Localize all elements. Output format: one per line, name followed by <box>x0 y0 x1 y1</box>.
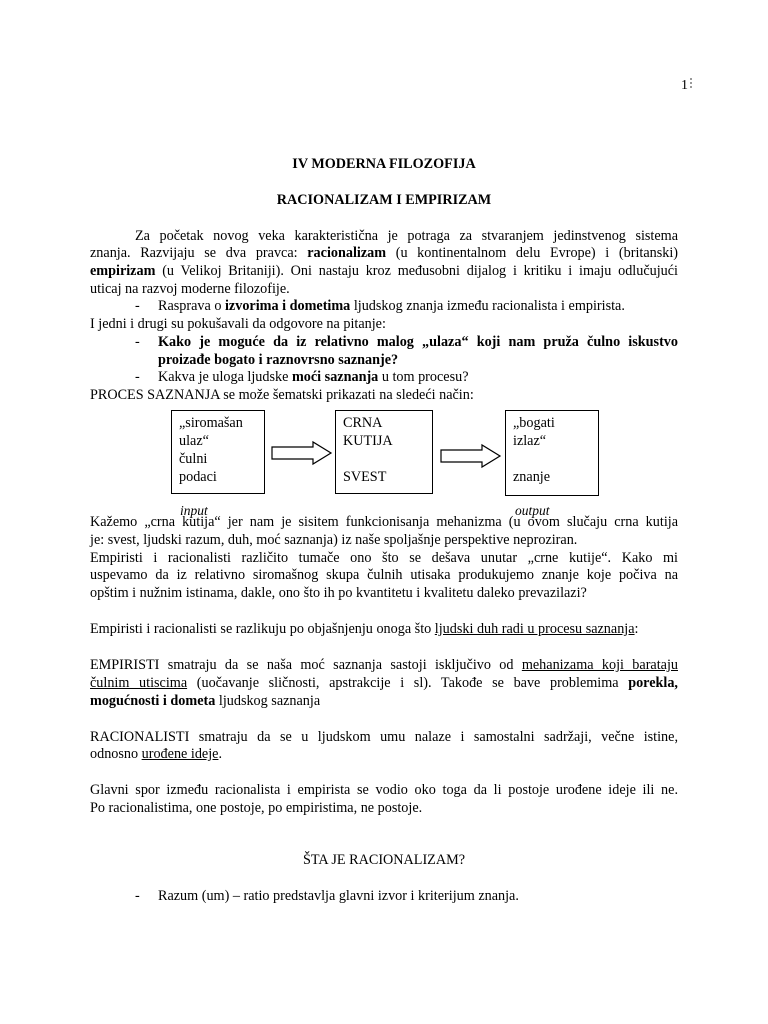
intro-line-4: uticaj na razvoj moderne filozofije. <box>90 281 290 297</box>
intro-line-2: znanja. Razvijaju se dva pravca: racionalizam (u kontinentalnom delu Evrope) i (britanski) <box>90 245 678 261</box>
p2-line-1: Kažemo „crna kutija“ jer nam je sisitem funkcionisanja mehanizma (u ovom slučaju crna kutija <box>90 514 678 530</box>
black-box-line-1: CRNA <box>343 415 383 431</box>
paragraph-difference: Empiristi i racionalisti se razlikuju po objašnjenju onoga što ljudski duh radi u procesu saznanja: <box>90 621 639 637</box>
p2-line-3: Empiristi i racionalisti različito tumače ono što se dešava unutar „crne kutije“. Kako mi <box>90 550 678 566</box>
input-box-line-4: podaci <box>179 469 217 485</box>
page-title: IV MODERNA FILOZOFIJA <box>292 156 476 172</box>
intro-line-3: empirizam (u Velikoj Britaniji). Oni nastaju kroz međusobni dijalog i kritiku i imaju odlučujući <box>90 263 678 279</box>
p5-line-2: odnosno urođene ideje. <box>90 746 222 762</box>
output-box <box>505 410 599 496</box>
bullet-dash: - <box>135 334 140 350</box>
page-marker-icon <box>690 78 697 88</box>
p2-line-4: uspevamo da iz relativno siromašnog skupa čulnih utisaka produkujemo znanje koje počiva na <box>90 567 678 583</box>
bullet-text-line-2: proizađe bogato i raznovrsno saznanje? <box>158 352 399 368</box>
output-label: output <box>515 503 550 518</box>
input-label: input <box>180 503 208 518</box>
arrow-right-icon <box>271 440 333 466</box>
p4-line-3: mogućnosti i dometa ljudskog saznanja <box>90 693 321 709</box>
bullet-dash: - <box>135 369 140 385</box>
bullet-dash: - <box>135 298 140 314</box>
arrow-right-icon <box>440 443 502 469</box>
bullet-text: Rasprava o izvorima i dometima ljudskog znanja između racionalista i empirista. <box>158 298 625 314</box>
output-box-line-1: „bogati <box>513 415 555 431</box>
question-intro: I jedni i drugi su pokušavali da odgovore na pitanje: <box>90 316 386 332</box>
page-number: 1 <box>681 78 697 94</box>
p4-line-2: čulnim utiscima (uočavanje sličnosti, apstrakcije i sl). Takođe se bave problemima porekla, <box>90 675 678 691</box>
p2-line-2: je: svest, ljudski razum, duh, moć saznanja) iz naše spoljašnje perspektive neproziran. <box>90 532 578 548</box>
black-box-line-4: SVEST <box>343 469 387 485</box>
p5-line-1: RACIONALISTI smatraju da se u ljudskom umu nalaze i samostalni sadržaji, večne istine, <box>90 729 678 745</box>
input-box-line-3: čulni <box>179 451 208 467</box>
intro-line-1: Za početak novog veka karakteristična je potraga za stvaranjem jedinstvenog sistema <box>135 228 678 244</box>
output-box-line-2: izlaz“ <box>513 433 547 449</box>
bullet-text: Razum (um) – ratio predstavlja glavni izvor i kriterijum znanja. <box>158 888 519 904</box>
page-subtitle: RACIONALIZAM I EMPIRIZAM <box>276 192 492 208</box>
bullet-dash: - <box>135 888 140 904</box>
p4-line-1: EMPIRISTI smatraju da se naša moć saznanja sastoji isključivo od mehanizama koji barataju <box>90 657 678 673</box>
input-box <box>171 410 265 494</box>
section-title-rationalism: ŠTA JE RACIONALIZAM? <box>302 852 465 868</box>
p2-line-5: opštim i nužnim istinama, dakle, ono što ih po kvantitetu i kvalitetu daleko prevazilazi? <box>90 585 587 601</box>
process-line: PROCES SAZNANJA se može šematski prikazati na sledeći način: <box>90 387 474 403</box>
output-box-line-4: znanje <box>513 469 551 485</box>
black-box-line-2: KUTIJA <box>343 433 393 449</box>
input-box-line-1: „siromašan <box>179 415 243 431</box>
bullet-text-line-1: Kako je moguće da iz relativno malog „ulaza“ koji nam pruža čulno iskustvo <box>158 334 678 350</box>
bullet-text: Kakva je uloga ljudske moći saznanja u tom procesu? <box>158 369 469 385</box>
black-box <box>335 410 433 494</box>
p6-line-1: Glavni spor između racionalista i empirista se vodio oko toga da li postoje urođene ideje ili ne. <box>90 782 678 798</box>
p6-line-2: Po racionalistima, one postoje, po empiristima, ne postoje. <box>90 800 423 816</box>
input-box-line-2: ulaz“ <box>179 433 209 449</box>
